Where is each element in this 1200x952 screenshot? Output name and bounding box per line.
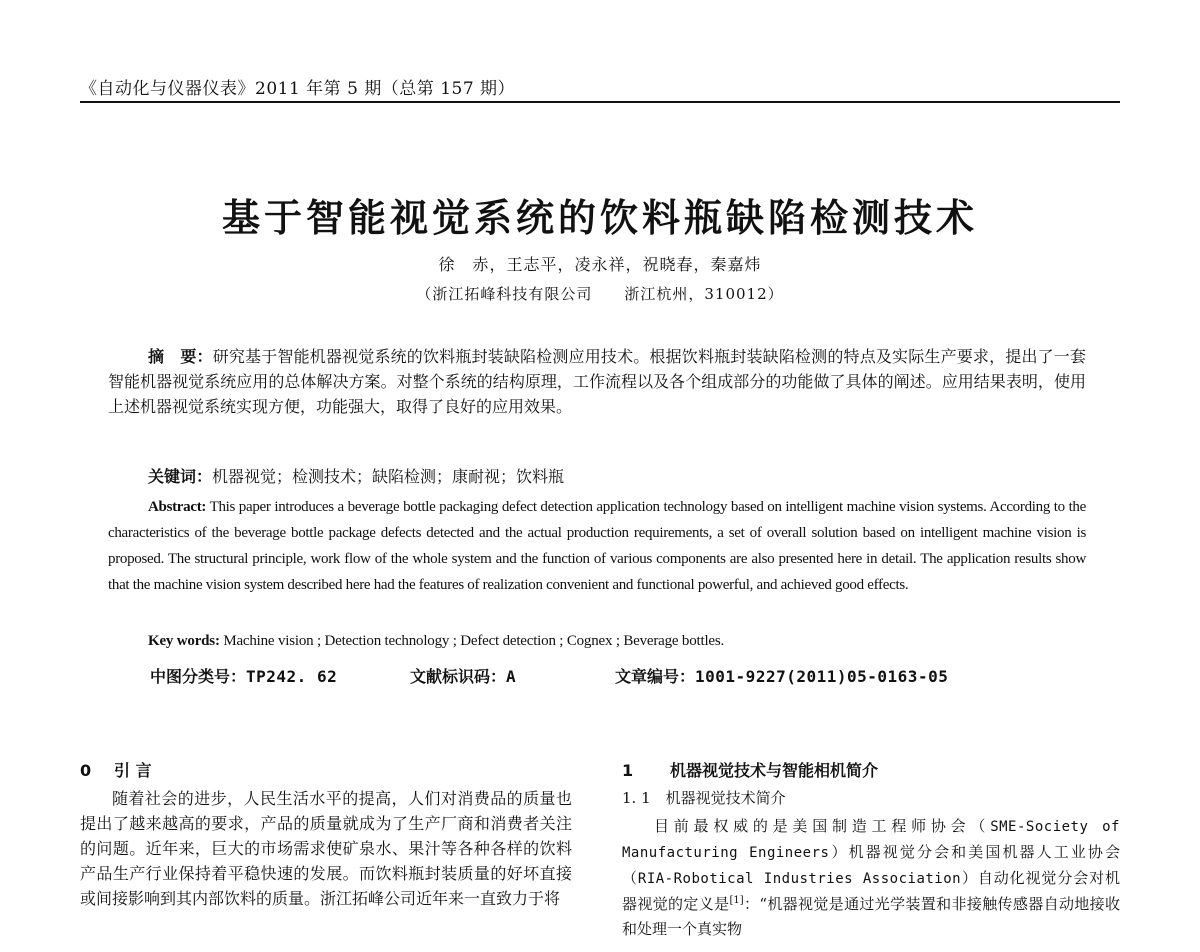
keywords-chinese [148, 464, 564, 487]
para-text-part4: ：“机器视觉是通过光学装置和非接触传感器自动地接收和处理一个真实物 [622, 895, 1120, 938]
para-code-ria: RIA-Robotical Industries Association [637, 871, 962, 887]
keywords-english [148, 633, 724, 650]
document-code-value: A [506, 667, 517, 686]
section-1-number: 1 [622, 761, 634, 780]
section-0-heading [80, 758, 572, 783]
article-number [615, 664, 948, 687]
article-number-label: 文章编号： [615, 667, 696, 686]
section-1-heading [622, 758, 1120, 783]
subsection-1-1-heading [622, 786, 1120, 811]
left-column [80, 758, 572, 911]
article-title: 基于智能视觉系统的饮料瓶缺陷检测技术 [221, 195, 978, 240]
clc-number [150, 664, 410, 687]
para-code-sme: SME-Society of Manufacturing Engineers [622, 819, 1120, 861]
keywords-english-label: Key words: [148, 633, 220, 649]
author-affiliation: （浙江拓峰科技有限公司 浙江杭州，310012） [416, 285, 784, 303]
section-0-title: 引 言 [114, 761, 152, 780]
keywords-chinese-label: 关键词： [148, 467, 213, 486]
clc-value: TP242. 62 [246, 667, 338, 686]
subsection-1-1-title: 机器视觉技术简介 [665, 789, 786, 807]
header-rule [80, 101, 1120, 103]
keywords-english-text: Machine vision ; Detection technology ; Defect detection ; Cognex ; Beverage bottles. [223, 633, 725, 649]
section-0-paragraph: 随着社会的进步，人民生活水平的提高，人们对消费品的质量也提出了越来越高的要求，产品的质量就成为了生产厂商和消费者关注的问题。近年来，巨大的市场需求使矿泉水、果汁等各种各样的饮料产品生产行业保持着平稳快速的发展。而饮料瓶封装质量的好坏直接或间接影响到其内部饮料的质量。浙江拓峰公司近年来一直致力于将 [80, 789, 572, 908]
para-text-part2: ）机器视觉分会和美国机器人工业协会（ [622, 843, 1120, 887]
para-text-part1: 目前最权威的是美国制造工程师协会（ [654, 817, 991, 835]
subsection-1-1-number: 1. 1 [622, 789, 651, 807]
abstract-chinese-text: 研究基于智能机器视觉系统的饮料瓶封装缺陷检测应用技术。根据饮料瓶封装缺陷检测的特点及实际生产要求，提出了一套智能机器视觉系统应用的总体解决方案。对整个系统的结构原理，工作流程以及各个组成部分的功能做了具体的阐述。应用结果表明，使用上述机器视觉系统实现方便，功能强大，取得了良好的应用效果。 [108, 347, 1086, 416]
running-header: 《自动化与仪器仪表》2011 年第 5 期（总第 157 期） [80, 79, 516, 99]
abstract-chinese-label: 摘 要： [148, 347, 213, 366]
para-text-part3: ）自动化视觉分会对机器视觉的定义是 [622, 869, 1120, 913]
author-list: 徐 赤，王志平，凌永祥，祝晓春，秦嘉炜 [438, 255, 762, 274]
citation-marker: [1] [729, 895, 744, 906]
abstract-english-label: Abstract: [148, 499, 207, 515]
abstract-english-text: This paper introduces a beverage bottle packaging defect detection application technology based on intelligent machine vision systems. According to the characteristics of the beverage bottle package defects detected and the actual production requirements, a set of overall solution based on intelligent machine vision is proposed. The structural principle, work flow of the whole system and the function of various components are also presented here in detail. The application results show that the machine vision system described here had the features of realization convenient and functional powerful, and achieved good effects. [108, 499, 1086, 593]
document-code [410, 664, 615, 687]
abstract-chinese [108, 344, 1086, 419]
article-number-value: 1001-9227(2011)05-0163-05 [695, 667, 949, 686]
document-code-label: 文献标识码： [410, 667, 507, 686]
keywords-chinese-text: 机器视觉；检测技术；缺陷检测；康耐视；饮料瓶 [212, 467, 565, 486]
abstract-english [108, 494, 1086, 598]
clc-label: 中图分类号： [150, 667, 247, 686]
subsection-1-1-paragraph [622, 814, 1120, 942]
section-1-title: 机器视觉技术与智能相机简介 [670, 761, 879, 780]
classification-line [150, 664, 948, 687]
section-0-number: 0 [80, 761, 92, 780]
right-column [622, 758, 1120, 942]
